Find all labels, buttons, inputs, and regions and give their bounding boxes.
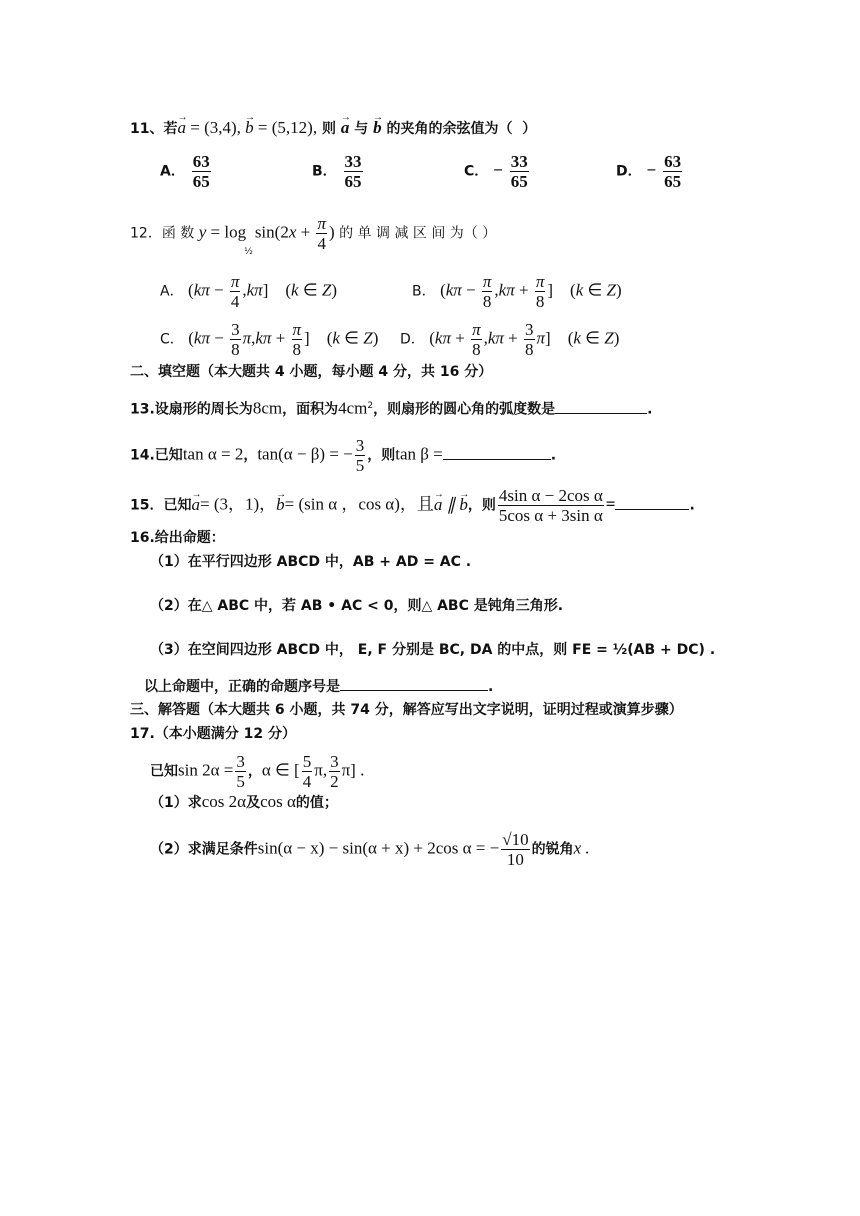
q11-stem — [130, 118, 536, 139]
section-solutions-heading: 三、解答题（本大题共 6 小题，共 74 分，解答应写出文字说明，证明过程或演算步骤） — [130, 702, 683, 718]
q15: 15．已知→ a= (3，1)，→ b= (sin α ，cos α)，且→ a ∥ → b，则 $\frac{\text{4sin α − 2cos α}}{\text{5cos α + 3sin α}}$ = . — [130, 486, 695, 525]
q11-given: → a = (3,4), → b = (5,12), — [177, 118, 317, 137]
section-fill-in-heading: 二、填空题（本大题共 4 小题，每小题 4 分，共 16 分） — [130, 364, 493, 380]
q11-option-b[interactable]: B． $\frac{33}{65}$ — [312, 152, 362, 191]
q12-prefix: 12．函 数 — [130, 225, 195, 242]
q12-option-b[interactable]: B． (kπ − $\frac{\pi}{8}$ ,kπ + $\frac{\pi}{8}$ ] (k ∈ Z) — [412, 272, 622, 311]
q17-part-2: （2）求满足条件sin(α − x) − sin(α + x) + 2cos α = − $\frac{√10}{10}$ 的锐角x . — [150, 830, 590, 869]
q16-conclusion: 以上命题中，正确的命题序号是 . — [144, 676, 493, 697]
q17-part-1: （1）求cos 2α及cos α的值； — [150, 792, 338, 811]
q16-answer-blank[interactable] — [340, 676, 488, 691]
q12-option-d[interactable]: D． (kπ + $\frac{\pi}{8}$ ,kπ + $\frac{3}{8}$ π] (k ∈ Z) — [400, 320, 620, 359]
q11-a-fraction: $\frac{63}{65}$ — [192, 152, 210, 191]
q12-stem: 12．函 数 $y = \log_{\frac{1}{2}}\sin(2x$ + $\frac{\pi}{4}$ ) 的 单 调 减 区 间 为（ ） — [130, 214, 497, 257]
q16-title: 16.给出命题： — [130, 530, 225, 546]
q17-given: 已知sin 2α = $\frac{3}{5}$ ，α ∈ [ $\frac{5}{4}$ π, $\frac{3}{2}$ π] . — [150, 752, 365, 791]
q12-suffix: 的 单 调 减 区 间 为（ ） — [339, 225, 497, 242]
q14-answer-blank[interactable] — [443, 445, 551, 460]
q11-prefix: 11、若 — [130, 121, 178, 137]
q12-function: y — [198, 222, 207, 242]
q12-option-c[interactable]: C． (kπ − $\frac{3}{8}$ π,kπ + $\frac{\pi}{8}$ ] (k ∈ Z) — [160, 320, 379, 359]
q17-title: 17.（本小题满分 12 分） — [130, 726, 297, 742]
q13-answer-blank[interactable] — [555, 399, 647, 414]
q15-answer-blank[interactable] — [615, 495, 689, 510]
q14: 14.已知tan α = 2，tan(α − β) = − $\frac{3}{5}$ ，则tan β = . — [130, 436, 557, 475]
q11-option-c[interactable]: C． − $\frac{33}{65}$ — [464, 152, 528, 191]
q11-c-fraction: $\frac{33}{65}$ — [510, 152, 528, 191]
q16-item-2: （2）在△ ABC 中，若 AB • AC < 0，则△ ABC 是钝角三角形. — [150, 598, 564, 614]
q16-item-1: （1）在平行四边形 ABCD 中，AB + AD = AC . — [150, 554, 472, 570]
q11-option-a[interactable]: A． $\frac{63}{65}$ — [160, 152, 210, 191]
q11-b-fraction: $\frac{33}{65}$ — [344, 152, 362, 191]
q11-suffix: 则 → a 与 → b 的夹角的余弦值为（ ） — [317, 121, 536, 137]
q13: 13.设扇形的周长为8cm，面积为$4cm^2$，则扇形的圆心角的弧度数是 . — [130, 398, 653, 418]
q11-option-d[interactable]: D． − $\frac{63}{65}$ — [616, 152, 682, 191]
q11-d-fraction: $\frac{63}{65}$ — [664, 152, 682, 191]
q16-item-3: （3）在空间四边形 ABCD 中， E, F 分别是 BC, DA 的中点，则 FE = ½(AB + DC) . — [150, 642, 716, 658]
q12-option-a[interactable]: A． (kπ − $\frac{\pi}{4}$ ,kπ] (k ∈ Z) — [160, 272, 338, 311]
